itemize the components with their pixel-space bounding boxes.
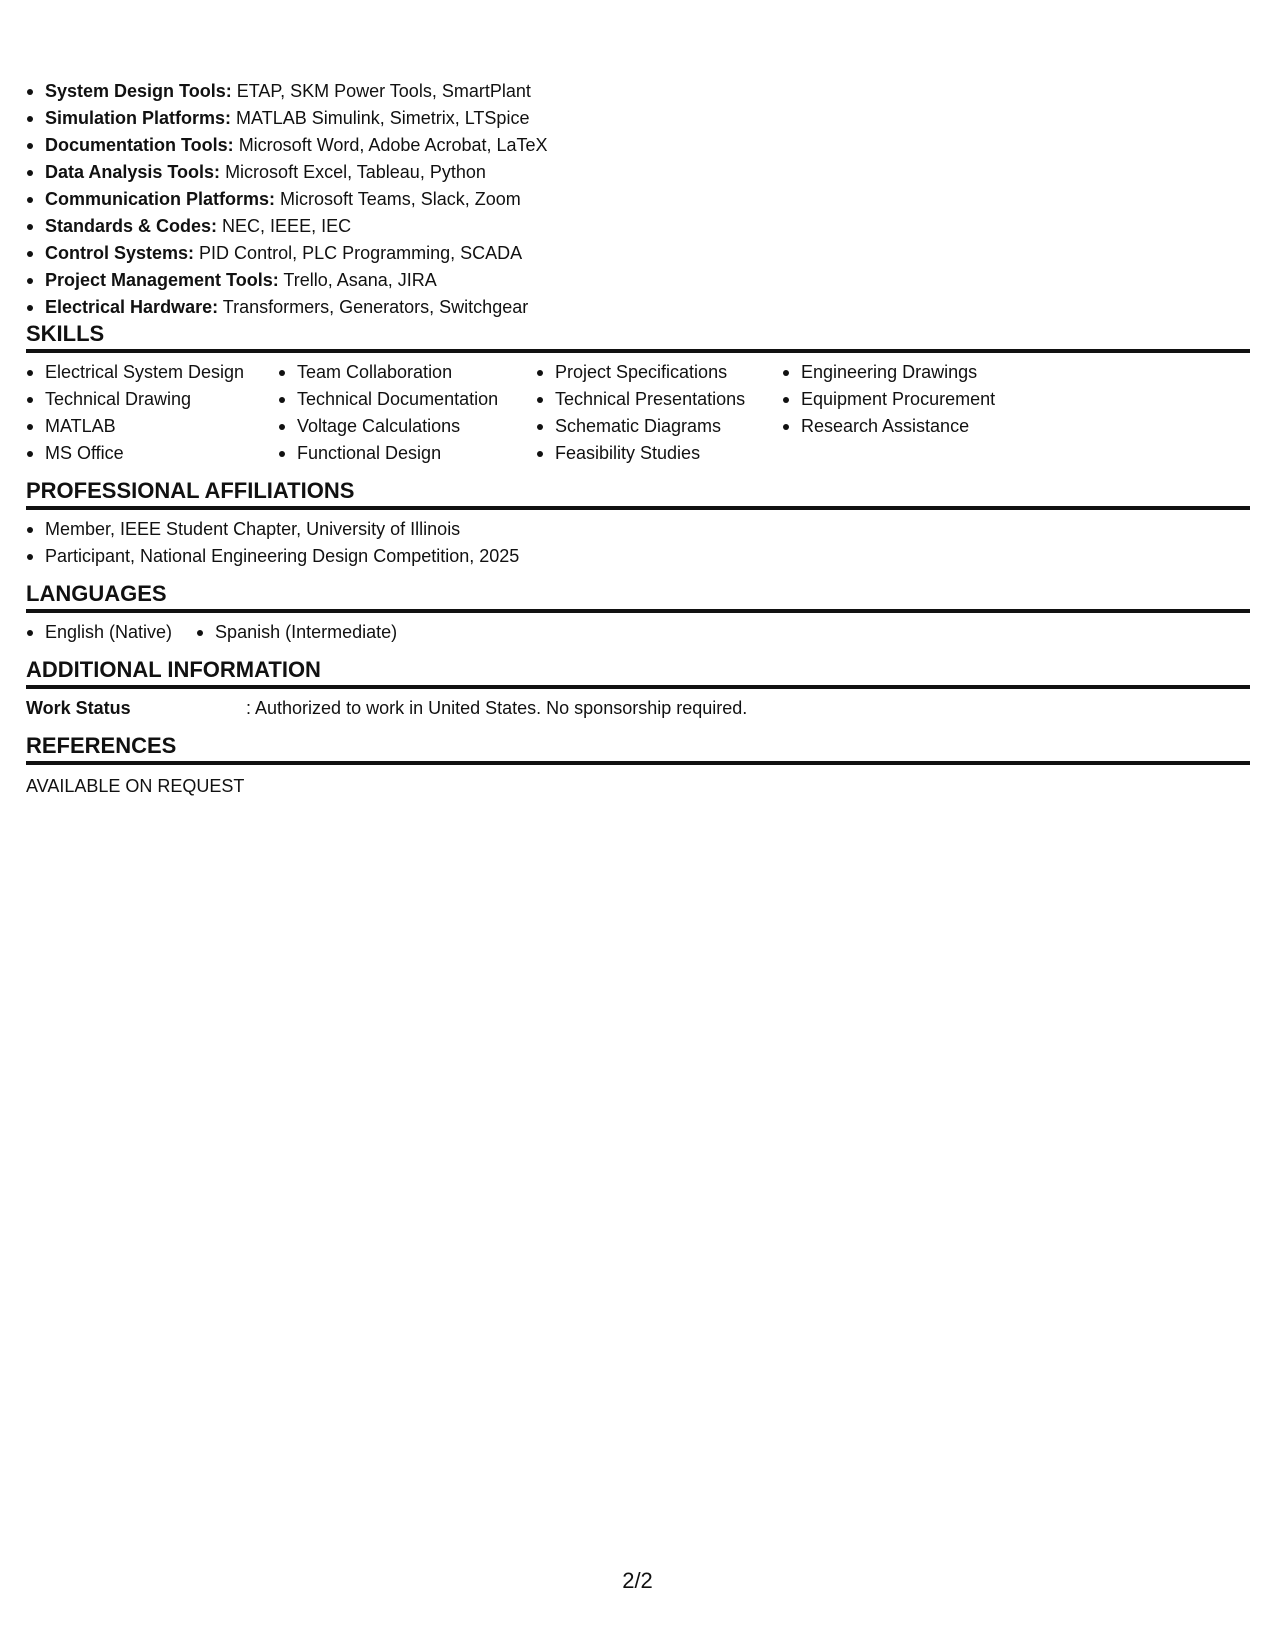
- languages-list: [26, 619, 421, 646]
- skill-item: Electrical System Design: [26, 359, 256, 386]
- languages-heading: LANGUAGES: [26, 581, 1250, 613]
- skill-item: Feasibility Studies: [536, 440, 760, 467]
- tool-label: Electrical Hardware:: [45, 297, 219, 317]
- tools-list: [26, 78, 1250, 321]
- affiliations-section: [26, 478, 1250, 570]
- references-heading: REFERENCES: [26, 733, 1250, 765]
- tool-item: [26, 213, 1250, 240]
- tool-label: Documentation Tools:: [45, 135, 234, 155]
- resume-page: [26, 78, 1250, 811]
- tool-value: Microsoft Excel, Tableau, Python: [225, 162, 486, 182]
- additional-info-section: [26, 657, 1250, 722]
- tool-item: [26, 78, 1250, 105]
- tool-item: [26, 186, 1250, 213]
- skill-item: Equipment Procurement: [782, 386, 995, 413]
- skills-column: [782, 359, 995, 467]
- skills-heading: SKILLS: [26, 321, 1250, 353]
- skills-column: [26, 359, 256, 467]
- skills-section: [26, 321, 1250, 467]
- language-item: English (Native): [26, 619, 172, 646]
- tool-item: [26, 294, 1250, 321]
- skill-item: MATLAB: [26, 413, 256, 440]
- tool-label: System Design Tools:: [45, 81, 232, 101]
- tool-value: MATLAB Simulink, Simetrix, LTSpice: [236, 108, 530, 128]
- affiliations-list: [26, 516, 1250, 570]
- tool-value: NEC, IEEE, IEC: [222, 216, 352, 236]
- tool-value: ETAP, SKM Power Tools, SmartPlant: [236, 81, 531, 101]
- tool-item: [26, 132, 1250, 159]
- tool-item: [26, 240, 1250, 267]
- tool-item: [26, 105, 1250, 132]
- tool-label: Communication Platforms:: [45, 189, 276, 209]
- skill-item: Project Specifications: [536, 359, 760, 386]
- skill-item: Technical Documentation: [278, 386, 514, 413]
- affiliation-item: Participant, National Engineering Design Competition, 2025: [26, 543, 1250, 570]
- skill-item: Technical Presentations: [536, 386, 760, 413]
- work-status-value: : Authorized to work in United States. No sponsorship required.: [246, 698, 748, 718]
- skills-column: [278, 359, 514, 467]
- tool-item: [26, 267, 1250, 294]
- additional-info-heading: ADDITIONAL INFORMATION: [26, 657, 1250, 689]
- work-status-label: Work Status: [26, 698, 131, 718]
- skill-item: Engineering Drawings: [782, 359, 995, 386]
- tool-value: Microsoft Word, Adobe Acrobat, LaTeX: [238, 135, 548, 155]
- references-text: AVAILABLE ON REQUEST: [26, 776, 245, 796]
- affiliation-item: Member, IEEE Student Chapter, University of Illinois: [26, 516, 1250, 543]
- skill-item: Research Assistance: [782, 413, 995, 440]
- languages-section: [26, 581, 1250, 646]
- references-section: [26, 733, 1250, 800]
- tool-label: Data Analysis Tools:: [45, 162, 221, 182]
- skills-column: [536, 359, 760, 467]
- work-status-row: [26, 689, 1250, 722]
- tool-label: Control Systems:: [45, 243, 195, 263]
- tool-label: Project Management Tools:: [45, 270, 279, 290]
- tool-value: Transformers, Generators, Switchgear: [222, 297, 529, 317]
- tool-value: Trello, Asana, JIRA: [283, 270, 437, 290]
- tool-label: Simulation Platforms:: [45, 108, 232, 128]
- skills-grid: [26, 353, 1250, 467]
- tool-value: PID Control, PLC Programming, SCADA: [199, 243, 523, 263]
- skill-item: Team Collaboration: [278, 359, 514, 386]
- tool-value: Microsoft Teams, Slack, Zoom: [280, 189, 521, 209]
- skill-item: Voltage Calculations: [278, 413, 514, 440]
- affiliations-heading: PROFESSIONAL AFFILIATIONS: [26, 478, 1250, 510]
- tool-label: Standards & Codes:: [45, 216, 218, 236]
- page-number: 2/2: [622, 1568, 653, 1593]
- language-item: Spanish (Intermediate): [196, 619, 397, 646]
- skill-item: Schematic Diagrams: [536, 413, 760, 440]
- tool-item: [26, 159, 1250, 186]
- skill-item: Functional Design: [278, 440, 514, 467]
- skill-item: Technical Drawing: [26, 386, 256, 413]
- skill-item: MS Office: [26, 440, 256, 467]
